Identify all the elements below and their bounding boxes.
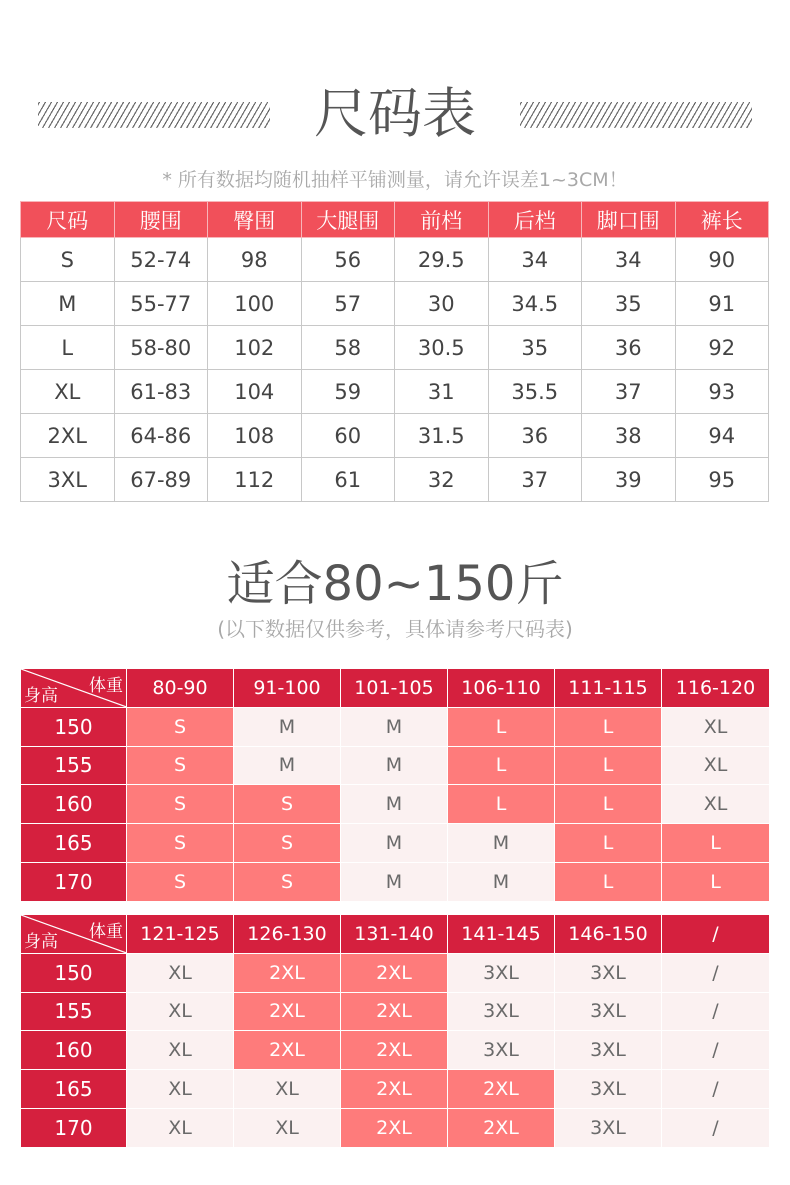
size-cell: 3XL — [555, 993, 661, 1031]
size-table-cell: 37 — [582, 370, 676, 414]
size-table-header-cell: 尺码 — [21, 202, 115, 238]
size-table-header-cell: 腰围 — [114, 202, 208, 238]
size-table-cell: XL — [21, 370, 115, 414]
size-cell: L — [555, 824, 661, 862]
grid-corner — [21, 915, 126, 953]
size-cell: S — [127, 785, 233, 823]
size-table-cell: 37 — [488, 458, 582, 502]
size-table-cell: 36 — [488, 414, 582, 458]
height-label: 身高 — [24, 931, 58, 952]
size-cell: M — [234, 747, 340, 785]
table-row — [21, 785, 769, 823]
size-table-cell: 91 — [675, 282, 769, 326]
height-header-cell: 165 — [21, 824, 126, 862]
table-row — [21, 458, 769, 502]
height-header-cell: 150 — [21, 954, 126, 992]
size-cell: M — [341, 747, 447, 785]
size-table-cell: 61 — [301, 458, 395, 502]
size-table-cell: 34.5 — [488, 282, 582, 326]
size-table-cell: 98 — [208, 238, 302, 282]
size-cell: 2XL — [341, 993, 447, 1031]
size-table-cell: L — [21, 326, 115, 370]
size-table-header-cell: 大腿围 — [301, 202, 395, 238]
size-table-cell: 34 — [488, 238, 582, 282]
size-cell: M — [234, 708, 340, 746]
size-cell: 3XL — [555, 1070, 661, 1108]
weight-label: 体重 — [89, 922, 123, 942]
size-cell: M — [341, 863, 447, 901]
height-header-cell: 160 — [21, 1031, 126, 1069]
size-cell: M — [341, 785, 447, 823]
weight-header-cell: 111-115 — [555, 669, 661, 707]
size-table-cell: 31.5 — [395, 414, 489, 458]
weight-header-cell: / — [662, 915, 769, 953]
size-cell: L — [448, 747, 554, 785]
size-cell: M — [341, 824, 447, 862]
size-cell: L — [555, 708, 661, 746]
size-table-cell: 30 — [395, 282, 489, 326]
size-table-cell: 93 — [675, 370, 769, 414]
weight-header-cell: 91-100 — [234, 669, 340, 707]
page-title: 尺码表 — [314, 82, 476, 145]
weight-header-cell: 80-90 — [127, 669, 233, 707]
size-table-cell: 34 — [582, 238, 676, 282]
size-cell: 2XL — [341, 1109, 447, 1147]
size-cell: M — [448, 824, 554, 862]
size-cell: XL — [127, 1070, 233, 1108]
table-row — [21, 954, 769, 992]
size-table-cell: 112 — [208, 458, 302, 502]
size-cell: 2XL — [448, 1109, 554, 1147]
size-cell: L — [555, 747, 661, 785]
size-table-cell: 67-89 — [114, 458, 208, 502]
size-table-header-cell: 臀围 — [208, 202, 302, 238]
size-cell: L — [662, 824, 769, 862]
weight-header-cell: 146-150 — [555, 915, 661, 953]
size-table-cell: 61-83 — [114, 370, 208, 414]
table-row — [21, 282, 769, 326]
size-table-header-cell: 脚口围 — [582, 202, 676, 238]
size-cell: S — [127, 747, 233, 785]
fit-grid-1 — [20, 668, 770, 902]
weight-header-cell: 106-110 — [448, 669, 554, 707]
size-table-cell: 39 — [582, 458, 676, 502]
table-row — [21, 414, 769, 458]
size-cell: / — [662, 954, 769, 992]
size-cell: 3XL — [448, 954, 554, 992]
size-table-cell: S — [21, 238, 115, 282]
table-row — [21, 993, 769, 1031]
size-cell: S — [234, 824, 340, 862]
fit-grid-header — [21, 669, 769, 707]
height-header-cell: 150 — [21, 708, 126, 746]
table-row — [21, 863, 769, 901]
size-cell: L — [448, 785, 554, 823]
title-row — [0, 80, 790, 152]
size-cell: L — [555, 785, 661, 823]
table-row — [21, 708, 769, 746]
size-cell: XL — [662, 708, 769, 746]
size-table-header-cell: 后档 — [488, 202, 582, 238]
size-table-cell: 29.5 — [395, 238, 489, 282]
decorative-hatch-left — [38, 102, 270, 128]
weight-header-cell: 141-145 — [448, 915, 554, 953]
size-cell: L — [662, 863, 769, 901]
weight-header-cell: 116-120 — [662, 669, 769, 707]
size-table-cell: 102 — [208, 326, 302, 370]
grid-corner — [21, 669, 126, 707]
height-header-cell: 170 — [21, 863, 126, 901]
table-row — [21, 326, 769, 370]
weight-header-cell: 101-105 — [341, 669, 447, 707]
size-table-cell: 95 — [675, 458, 769, 502]
size-cell: 3XL — [448, 1031, 554, 1069]
fit-note: (以下数据仅供参考，具体请参考尺码表) — [217, 617, 573, 641]
weight-header-cell: 126-130 — [234, 915, 340, 953]
size-cell: 3XL — [555, 954, 661, 992]
table-row — [21, 1109, 769, 1147]
size-cell: / — [662, 1070, 769, 1108]
height-label: 身高 — [24, 685, 58, 706]
size-table-cell: 92 — [675, 326, 769, 370]
size-cell: S — [127, 863, 233, 901]
size-table-cell: 3XL — [21, 458, 115, 502]
size-cell: XL — [234, 1070, 340, 1108]
size-table-cell: 35.5 — [488, 370, 582, 414]
size-table-cell: 90 — [675, 238, 769, 282]
weight-header-cell: 131-140 — [341, 915, 447, 953]
size-table-cell: 58 — [301, 326, 395, 370]
size-cell: 2XL — [341, 954, 447, 992]
table-row — [21, 370, 769, 414]
table-row — [21, 1070, 769, 1108]
size-cell: XL — [127, 1031, 233, 1069]
size-cell: 2XL — [341, 1070, 447, 1108]
height-header-cell: 155 — [21, 993, 126, 1031]
size-cell: 3XL — [448, 993, 554, 1031]
size-table-cell: 94 — [675, 414, 769, 458]
fit-grid-header — [21, 915, 769, 953]
size-table-cell: 38 — [582, 414, 676, 458]
size-table-cell: 31 — [395, 370, 489, 414]
size-cell: L — [448, 708, 554, 746]
size-cell: S — [127, 708, 233, 746]
size-table-cell: 59 — [301, 370, 395, 414]
size-cell: / — [662, 1109, 769, 1147]
size-table — [20, 201, 769, 502]
size-cell: S — [234, 785, 340, 823]
size-cell: L — [555, 863, 661, 901]
size-cell: S — [127, 824, 233, 862]
size-cell: XL — [662, 785, 769, 823]
size-cell: 3XL — [555, 1031, 661, 1069]
table-row — [21, 747, 769, 785]
size-table-cell: 58-80 — [114, 326, 208, 370]
size-cell: 2XL — [341, 1031, 447, 1069]
size-table-cell: 55-77 — [114, 282, 208, 326]
size-table-cell: 104 — [208, 370, 302, 414]
size-table-cell: 100 — [208, 282, 302, 326]
size-cell: 2XL — [234, 954, 340, 992]
size-cell: M — [448, 863, 554, 901]
size-table-cell: 60 — [301, 414, 395, 458]
size-cell: / — [662, 1031, 769, 1069]
fit-title: 适合80~150斤 — [226, 556, 564, 612]
size-cell: S — [234, 863, 340, 901]
size-table-cell: 2XL — [21, 414, 115, 458]
size-table-cell: 56 — [301, 238, 395, 282]
size-table-cell: 64-86 — [114, 414, 208, 458]
size-cell: XL — [127, 1109, 233, 1147]
size-table-cell: M — [21, 282, 115, 326]
height-header-cell: 160 — [21, 785, 126, 823]
table-row — [21, 1031, 769, 1069]
size-cell: XL — [662, 747, 769, 785]
measurement-note: * 所有数据均随机抽样平铺测量，请允许误差1~3CM！ — [162, 169, 628, 191]
height-header-cell: 165 — [21, 1070, 126, 1108]
size-table-cell: 30.5 — [395, 326, 489, 370]
size-table-cell: 32 — [395, 458, 489, 502]
table-row — [21, 824, 769, 862]
size-cell: 2XL — [448, 1070, 554, 1108]
size-table-header-cell: 裤长 — [675, 202, 769, 238]
size-table-cell: 35 — [582, 282, 676, 326]
size-table-cell: 36 — [582, 326, 676, 370]
size-cell: / — [662, 993, 769, 1031]
height-header-cell: 155 — [21, 747, 126, 785]
size-table-cell: 35 — [488, 326, 582, 370]
size-cell: XL — [234, 1109, 340, 1147]
decorative-hatch-right — [520, 102, 752, 128]
size-table-cell: 108 — [208, 414, 302, 458]
weight-label: 体重 — [89, 676, 123, 696]
size-cell: 3XL — [555, 1109, 661, 1147]
size-cell: 2XL — [234, 993, 340, 1031]
size-cell: XL — [127, 993, 233, 1031]
table-row — [21, 238, 769, 282]
size-cell: XL — [127, 954, 233, 992]
size-cell: M — [341, 708, 447, 746]
fit-grid-2 — [20, 914, 770, 1148]
size-table-cell: 52-74 — [114, 238, 208, 282]
size-cell: 2XL — [234, 1031, 340, 1069]
weight-header-cell: 121-125 — [127, 915, 233, 953]
height-header-cell: 170 — [21, 1109, 126, 1147]
size-table-header-cell: 前档 — [395, 202, 489, 238]
size-table-header — [21, 202, 769, 238]
size-table-cell: 57 — [301, 282, 395, 326]
